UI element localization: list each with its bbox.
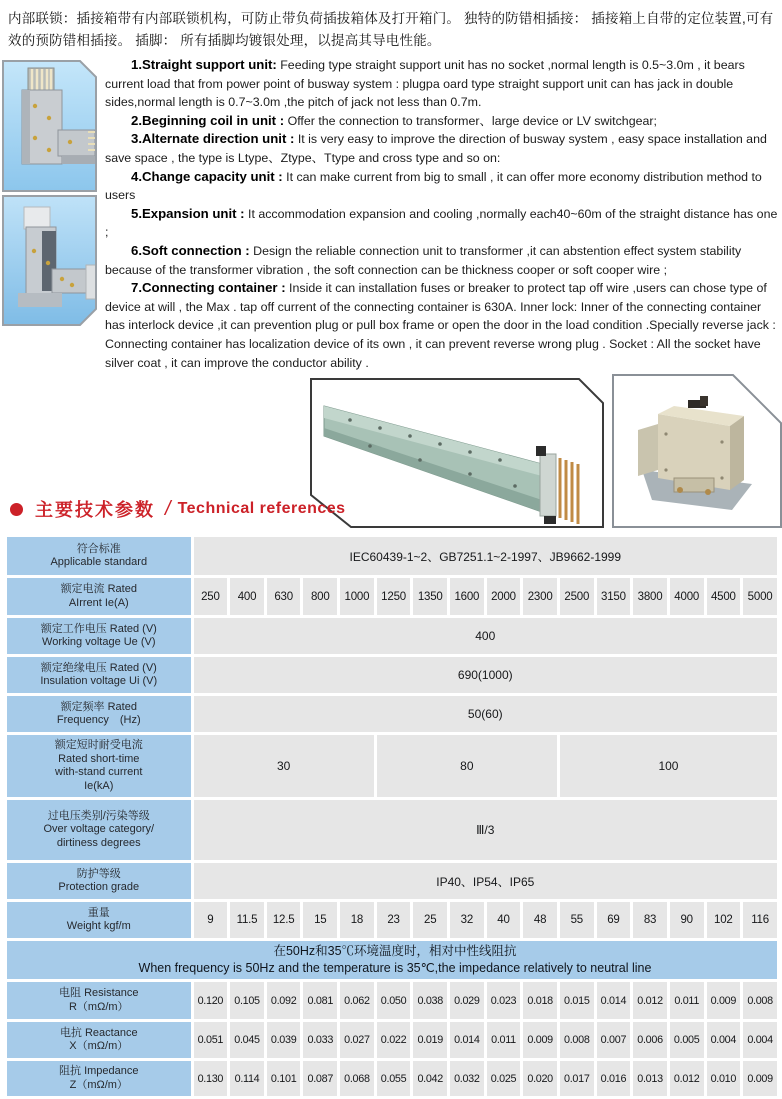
table-cell: 3150: [597, 578, 631, 615]
table-cell: 2000: [487, 578, 521, 615]
row-header-zh: 额定短时耐受电流: [54, 739, 143, 752]
section-title-en: Technical references: [177, 500, 346, 518]
section-divider: /: [165, 497, 171, 520]
busduct-straight-photo: [310, 378, 604, 528]
feature-item: [105, 56, 778, 112]
table-cell: 0.042: [413, 1061, 447, 1096]
busway-elbow-photo-2: [2, 195, 97, 326]
row-header-zh: 阻抗 Impedance: [59, 1065, 139, 1078]
feature-text: It is very easy to improve the direction of busway system , easy space installation and save space , the type is Ltype、Ztype、Ttype and cross type and so on:: [105, 132, 767, 165]
row-header-en: Over voltage category/: [43, 823, 155, 836]
note-zh: 在50Hz和35℃环境温度时，相对中性线阻抗: [273, 944, 517, 959]
table-cell: 100: [560, 735, 777, 797]
table-cell: 0.008: [560, 1022, 594, 1058]
table-cell: 25: [413, 902, 447, 938]
table-cell: 9: [194, 902, 228, 938]
table-cell: 12.5: [267, 902, 301, 938]
table-cell: 0.039: [267, 1022, 301, 1058]
row-header: [7, 537, 191, 575]
table-cell: 50(60): [194, 696, 777, 732]
feature-item: [105, 112, 778, 131]
table-cell: Ⅲ/3: [194, 800, 777, 860]
row-header-en: AIrrent Ie(A): [68, 596, 129, 609]
row-header-zh: 电抗 Reactance: [59, 1026, 138, 1039]
table-cell: 0.015: [560, 982, 594, 1019]
row-header-en: Frequency (Hz): [56, 714, 141, 727]
table-cell: 2300: [523, 578, 557, 615]
feature-title: 4.Change capacity unit :: [131, 168, 283, 184]
row-header-zh: 符合标准: [76, 542, 121, 555]
table-cell: 0.018: [523, 982, 557, 1019]
table-cell: 400: [230, 578, 264, 615]
feature-item: [105, 130, 778, 167]
table-cell: 0.087: [303, 1061, 337, 1096]
table-cell: 0.050: [377, 982, 411, 1019]
table-cell: 0.130: [194, 1061, 228, 1096]
table-cell: 1600: [450, 578, 484, 615]
table-cell: 18: [340, 902, 374, 938]
table-cell: 1350: [413, 578, 447, 615]
row-impedance: [7, 1061, 777, 1096]
table-cell: 0.009: [707, 982, 741, 1019]
table-cell: 0.051: [194, 1022, 228, 1058]
row-header: [7, 578, 191, 615]
row-reactance: [7, 1022, 777, 1058]
table-cell: 0.023: [487, 982, 521, 1019]
row-header-unit: R（mΩ/m）: [68, 1000, 129, 1013]
intro-paragraph: 内部联锁：插接箱带有内部联锁机构，可防止带负荷插拔箱体及打开箱门。 独特的防错相插接： 插接箱上自带的定位装置,可有效的预防错相插接。 插脚： 所有插脚均镀银处理，以提高其导电性能。: [8, 11, 774, 48]
row-short-time-current: [7, 735, 777, 797]
table-cell: 0.011: [487, 1022, 521, 1058]
table-cell: 250: [194, 578, 228, 615]
busway-elbow-photo-1: [2, 60, 97, 192]
table-cell: 0.016: [597, 1061, 631, 1096]
table-cell: 116: [743, 902, 777, 938]
feature-text: Design the reliable connection unit to transformer ,it can abstention effect system stability because of the transformer vibration , the soft connection can be thickness cooper or soft cooper wire ;: [105, 243, 742, 277]
row-header: [7, 696, 191, 732]
table-cell: 3800: [633, 578, 667, 615]
feature-item: [105, 279, 778, 372]
row-header-zh: 额定工作电压 Rated (V): [40, 622, 157, 635]
row-header: [7, 735, 191, 797]
table-cell: 15: [303, 902, 337, 938]
table-cell: 630: [267, 578, 301, 615]
note-en: When frequency is 50Hz and the temperature is 35℃,the impedance relatively to neutral line: [138, 961, 652, 976]
table-cell: 0.009: [523, 1022, 557, 1058]
table-cell: 0.032: [450, 1061, 484, 1096]
row-weight: [7, 902, 777, 938]
row-header-zh: 防护等级: [76, 867, 121, 880]
features-section: [0, 52, 780, 372]
table-cell: 0.029: [450, 982, 484, 1019]
table-cell: 0.012: [670, 1061, 704, 1096]
row-header-zh: 额定绝缘电压 Rated (V): [40, 661, 157, 674]
table-cell: 0.005: [670, 1022, 704, 1058]
table-cell: 0.014: [450, 1022, 484, 1058]
table-cell: 0.010: [707, 1061, 741, 1096]
table-cell: 0.013: [633, 1061, 667, 1096]
table-cell: 0.033: [303, 1022, 337, 1058]
table-cell: 48: [523, 902, 557, 938]
table-cell: 0.120: [194, 982, 228, 1019]
table-cell: 0.062: [340, 982, 374, 1019]
table-cell: 1000: [340, 578, 374, 615]
row-header: [7, 800, 191, 860]
table-cell: 1250: [377, 578, 411, 615]
row-rated-current: [7, 578, 777, 615]
table-cell: 4500: [707, 578, 741, 615]
table-cell: 0.038: [413, 982, 447, 1019]
table-cell: 690(1000): [194, 657, 777, 693]
feature-text: It can make current from big to small , it can offer more economy distribution method to users: [105, 169, 762, 203]
table-cell: 0.068: [340, 1061, 374, 1096]
table-cell: 11.5: [230, 902, 264, 938]
table-cell: 40: [487, 902, 521, 938]
table-cell: 0.025: [487, 1061, 521, 1096]
table-cell: 102: [707, 902, 741, 938]
gallery-band: [0, 376, 780, 528]
row-frequency: [7, 696, 777, 732]
feature-item: [105, 242, 778, 279]
table-cell: 0.114: [230, 1061, 264, 1096]
row-header-en: Applicable standard: [50, 556, 148, 569]
section-title-zh: 主要技术参数: [35, 500, 155, 521]
note-cell: [7, 941, 777, 979]
table-cell: 0.017: [560, 1061, 594, 1096]
table-cell: 0.101: [267, 1061, 301, 1096]
row-working-voltage: [7, 618, 777, 654]
table-cell: 0.081: [303, 982, 337, 1019]
row-header-en: Rated short-time: [58, 752, 140, 765]
feature-item: [105, 168, 778, 205]
row-header-en: with-stand current: [55, 766, 143, 779]
table-cell: 400: [194, 618, 777, 654]
row-header-zh: 电阻 Resistance: [59, 987, 139, 1000]
row-header: [7, 902, 191, 938]
row-header-zh: 额定电流 Rated: [60, 583, 137, 596]
table-cell: 0.055: [377, 1061, 411, 1096]
row-header: [7, 982, 191, 1019]
row-header-unit: Z（mΩ/m）: [69, 1078, 128, 1091]
table-cell: 0.014: [597, 982, 631, 1019]
section-heading: [10, 496, 346, 522]
row-header-zh: 重量: [87, 906, 110, 919]
tap-off-box-photo: [612, 374, 782, 528]
feature-title: 6.Soft connection :: [131, 242, 250, 258]
table-cell: 0.020: [523, 1061, 557, 1096]
table-cell: 0.004: [707, 1022, 741, 1058]
table-cell: 800: [303, 578, 337, 615]
row-header: [7, 1022, 191, 1058]
table-cell: 32: [450, 902, 484, 938]
feature-title: 2.Beginning coil in unit :: [131, 112, 285, 128]
row-header-zh: 过电压类别/污染等级: [47, 809, 150, 822]
row-impedance-note: [7, 941, 777, 979]
table-cell: 5000: [743, 578, 777, 615]
table-cell: 0.027: [340, 1022, 374, 1058]
table-cell: 0.006: [633, 1022, 667, 1058]
table-cell: 80: [377, 735, 557, 797]
table-cell: 0.105: [230, 982, 264, 1019]
table-cell: IP40、IP54、IP65: [194, 863, 777, 899]
feature-text: Feeding type straight support unit has no socket ,normal length is 0.5~3.0m , it bears current load that from power point of busway system : plugpa oard type straight support unit can has jack in double sides,normal length is 0.7~3.0m ,the pitch of jack not less than 0.7m.: [105, 58, 745, 110]
feature-text: Inside it can installation fuses or breaker to protect tap off wire ,users can chose type of device at will , the Max . tap off current of the connecting container is 630A. Inner lock: Inner of the connecting container has interlock device ,it can prevention plug or pull box frame or open the door in the load condition .Specially reverse jack : Connecting container has localization device of its own , it can prevent reverse wrong plug . Socket : All the socket have silver coat , it can improve the conductor ability .: [105, 281, 776, 370]
row-resistance: [7, 982, 777, 1019]
feature-title: 1.Straight support unit:: [131, 57, 277, 72]
row-insulation-voltage: [7, 657, 777, 693]
row-header: [7, 863, 191, 899]
table-cell: 0.045: [230, 1022, 264, 1058]
row-header-en: Weight kgf/m: [66, 920, 131, 933]
table-cell: 2500: [560, 578, 594, 615]
feature-list: [99, 54, 778, 372]
table-cell: 0.004: [743, 1022, 777, 1058]
table-cell: 0.012: [633, 982, 667, 1019]
feature-text: It accommodation expansion and cooling ,normally each40~60m of the straight distance has one ;: [105, 206, 778, 240]
row-header-en: Insulation voltage Ui (V): [40, 675, 158, 688]
feature-title: 7.Connecting container :: [131, 280, 286, 296]
feature-title: 5.Expansion unit :: [131, 205, 245, 221]
table-cell: 83: [633, 902, 667, 938]
table-cell: 55: [560, 902, 594, 938]
row-header: [7, 657, 191, 693]
feature-title: 3.Alternate direction unit :: [131, 131, 295, 147]
technical-parameters-table: [4, 534, 780, 1099]
table-cell: 0.007: [597, 1022, 631, 1058]
left-photo-column: [2, 54, 99, 372]
table-cell: IEC60439-1~2、GB7251.1~2-1997、JB9662-1999: [194, 537, 777, 575]
row-overvoltage: [7, 800, 777, 860]
row-header-en: dirtiness degrees: [56, 836, 141, 849]
table-cell: 4000: [670, 578, 704, 615]
row-applicable-standard: [7, 537, 777, 575]
table-cell: 0.009: [743, 1061, 777, 1096]
feature-text: Offer the connection to transformer、large device or LV switchgear;: [284, 113, 657, 128]
row-header: [7, 618, 191, 654]
table-cell: 30: [194, 735, 374, 797]
feature-item: [105, 205, 778, 242]
table-cell: 0.019: [413, 1022, 447, 1058]
table-cell: 69: [597, 902, 631, 938]
table-cell: 23: [377, 902, 411, 938]
row-header-en: Protection grade: [58, 881, 140, 894]
row-header-en: Working voltage Ue (V): [42, 636, 156, 649]
row-header-unit: X（mΩ/m）: [69, 1040, 129, 1053]
row-protection-grade: [7, 863, 777, 899]
table-cell: 0.011: [670, 982, 704, 1019]
row-header-zh: 额定频率 Rated: [60, 700, 137, 713]
table-cell: 0.022: [377, 1022, 411, 1058]
red-dot-icon: [10, 503, 23, 516]
table-cell: 0.008: [743, 982, 777, 1019]
table-cell: 0.092: [267, 982, 301, 1019]
row-header: [7, 1061, 191, 1096]
row-header-en: Ie(kA): [84, 779, 114, 792]
table-cell: 90: [670, 902, 704, 938]
